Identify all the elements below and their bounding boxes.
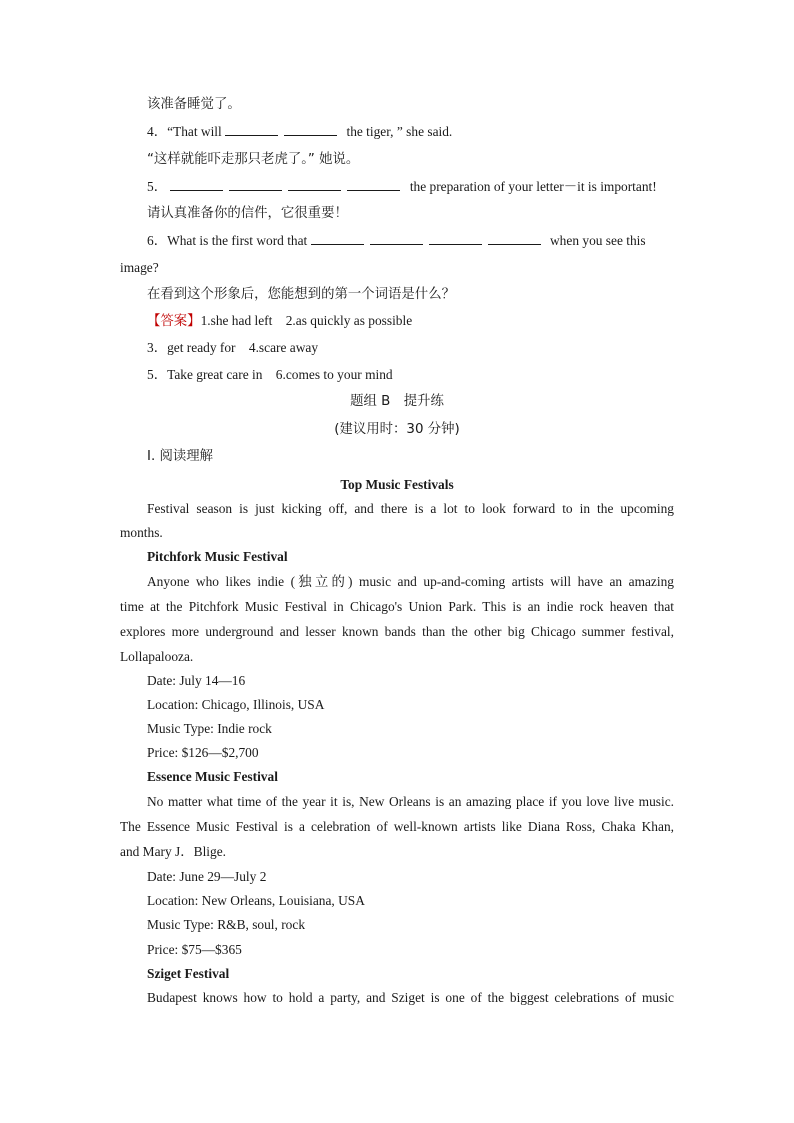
blank xyxy=(370,232,423,245)
answer-line: 5．Take great care in 6.comes to your mind xyxy=(147,367,393,382)
passage-title: Top Music Festivals xyxy=(340,477,454,492)
exercise-4 xyxy=(147,123,452,141)
blank xyxy=(229,178,282,191)
blank xyxy=(225,123,278,136)
translation-line: 请认真准备你的信件，它很重要！ xyxy=(147,206,348,221)
translation-line: 在看到这个形象后，您能想到的第一个词语是什么？ xyxy=(147,287,455,302)
exercise-6-prefix: 6．What is the first word that xyxy=(147,233,308,248)
paragraph-line: The Essence Music Festival is a celebration of well-known artists like Diana Ross, Chaka Khan, xyxy=(120,819,674,834)
exercise-6 xyxy=(147,232,646,250)
exercise-5-suffix: the preparation of your letter－it is important! xyxy=(409,179,657,194)
festival-heading: Sziget Festival xyxy=(147,966,230,981)
festival-price: Price: $75—$365 xyxy=(147,942,242,957)
blank xyxy=(347,178,400,191)
exercise-6-continued: image? xyxy=(120,260,159,275)
exercise-4-prefix: 4．“That will xyxy=(147,124,222,139)
exercise-4-suffix: the tiger, ” she said. xyxy=(346,124,453,139)
paragraph-line: explores more underground and lesser known bands than the other big Chicago summer festival, xyxy=(120,624,674,639)
paragraph-line: No matter what time of the year it is, New Orleans is an amazing place if you love live music. xyxy=(147,794,674,809)
blank xyxy=(284,123,337,136)
suggested-time: (建议用时：30 分钟) xyxy=(334,422,460,437)
exercise-6-suffix: when you see this xyxy=(550,233,646,248)
festival-music-type: Music Type: R&B, soul, rock xyxy=(147,917,306,932)
exercise-5 xyxy=(147,178,657,196)
festival-date: Date: July 14—16 xyxy=(147,673,246,688)
answer-tag: 【答案】 xyxy=(147,314,201,329)
blank xyxy=(311,232,364,245)
section-heading: Ⅰ. 阅读理解 xyxy=(147,449,214,464)
blank xyxy=(429,232,482,245)
festival-location: Location: Chicago, Illinois, USA xyxy=(147,697,325,712)
paragraph-line: Lollapalooza. xyxy=(120,649,194,664)
paragraph-line: time at the Pitchfork Music Festival in Chicago's Union Park. This is an indie rock heaven that xyxy=(120,599,674,614)
blank xyxy=(488,232,541,245)
translation-line: 该准备睡觉了。 xyxy=(147,97,241,112)
blank xyxy=(170,178,223,191)
answer-text: 1.she had left 2.as quickly as possible xyxy=(200,313,413,328)
answer-line xyxy=(147,312,412,331)
festival-music-type: Music Type: Indie rock xyxy=(147,721,272,736)
festival-location: Location: New Orleans, Louisiana, USA xyxy=(147,893,365,908)
festival-date: Date: June 29—July 2 xyxy=(147,869,267,884)
paragraph-line: Anyone who likes indie (独立的) music and up-and-coming artists will have an amazing xyxy=(147,574,674,589)
paragraph-line: and Mary J．Blige. xyxy=(120,844,226,859)
festival-heading: Essence Music Festival xyxy=(147,769,278,784)
festival-price: Price: $126—$2,700 xyxy=(147,745,259,760)
paragraph-line: Festival season is just kicking off, and there is a lot to look forward to in the upcoming xyxy=(147,501,674,516)
exercise-5-prefix: 5． xyxy=(147,179,168,194)
translation-line: “这样就能吓走那只老虎了。” 她说。 xyxy=(147,152,360,167)
paragraph-line: months. xyxy=(120,525,163,540)
answer-line: 3．get ready for 4.scare away xyxy=(147,340,319,355)
festival-heading: Pitchfork Music Festival xyxy=(147,549,288,564)
paragraph-line: Budapest knows how to hold a party, and Sziget is one of the biggest celebrations of music xyxy=(147,990,674,1005)
group-title: 题组 B 提升练 xyxy=(350,394,444,409)
blank xyxy=(288,178,341,191)
